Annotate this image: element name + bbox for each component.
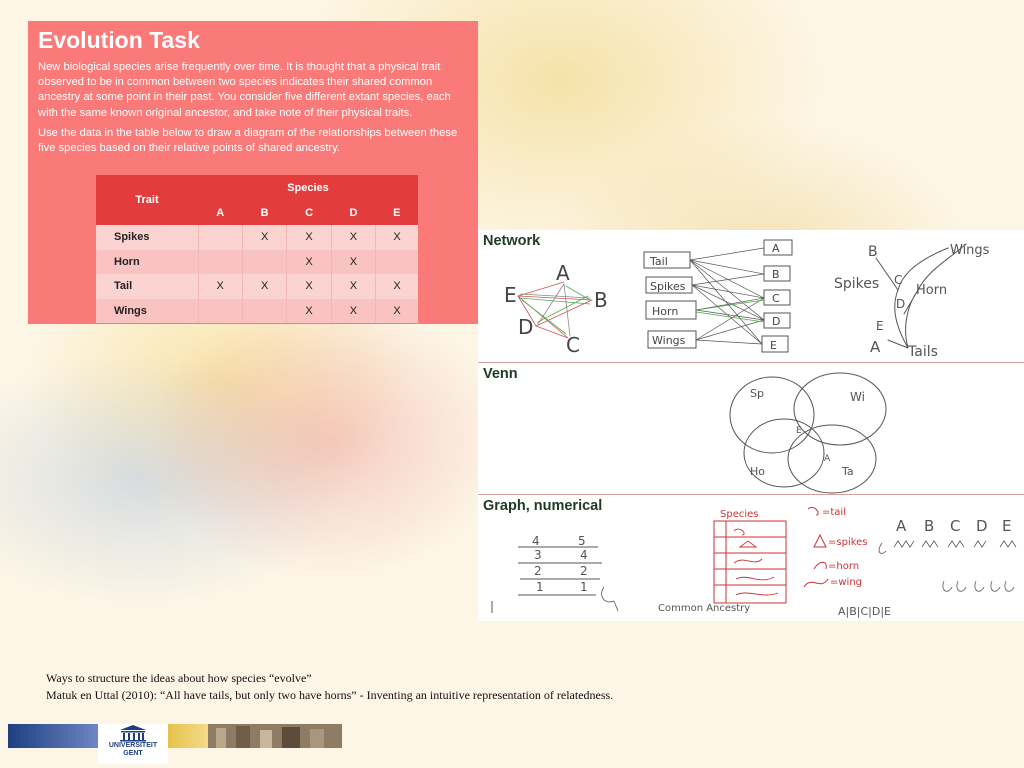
network-panel	[478, 230, 1024, 362]
tally-value: 3	[534, 548, 542, 562]
ugent-line-1: UNIVERSITEIT	[108, 742, 158, 749]
caption-line-2: Matuk en Uttal (2010): “All have tails, but only two have horns” - Inventing an intuitive representation of relatedness.	[46, 688, 614, 702]
symbol-legend	[804, 507, 868, 588]
trait-cell: Tail	[96, 274, 198, 299]
table-row	[96, 225, 418, 250]
species-col-b: B	[242, 201, 286, 225]
species-symbol-table	[714, 509, 786, 603]
trait-cell: Horn	[96, 250, 198, 275]
trait-header: Trait	[96, 175, 198, 225]
mark-cell: X	[287, 274, 331, 299]
mark-cell	[242, 250, 286, 275]
tally-value: 1	[536, 580, 544, 594]
slide-caption	[46, 670, 613, 704]
tree-label-horn: Horn	[916, 283, 948, 298]
mark-cell: X	[331, 225, 375, 250]
tally-sketch	[492, 534, 618, 613]
node-label-d: D	[518, 315, 534, 339]
evolution-task-panel	[28, 21, 478, 324]
letter-d: D	[976, 517, 988, 535]
graph-title: Graph, numerical	[483, 498, 603, 514]
tree-label-tails: Tails	[908, 344, 938, 360]
network-sketch-pentagon	[504, 261, 608, 357]
trait-box-wings: Wings	[652, 334, 686, 347]
letter-c: C	[950, 517, 961, 535]
mark-cell: X	[331, 250, 375, 275]
node-label-b: B	[594, 288, 608, 312]
legend-horn: =horn	[828, 561, 860, 572]
building-icon	[98, 724, 168, 742]
common-ancestry-label: Common Ancestry	[658, 603, 751, 614]
species-box-b: B	[772, 268, 780, 281]
trait-table	[96, 175, 418, 323]
legend-tail: =tail	[822, 507, 846, 518]
network-sketches	[478, 230, 1024, 362]
graph-panel	[478, 494, 1024, 621]
mark-cell: X	[376, 225, 418, 250]
species-table-title: Species	[720, 509, 759, 520]
mark-cell: X	[331, 274, 375, 299]
caption-line-1: Ways to structure the ideas about how species “evolve”	[46, 671, 312, 685]
mark-cell: X	[331, 299, 375, 324]
species-col-e: E	[376, 201, 418, 225]
species-box-a: A	[772, 242, 780, 255]
letters-sketch	[879, 517, 1016, 591]
tally-value: 2	[580, 564, 588, 578]
mark-cell	[198, 299, 242, 324]
letter-a: A	[896, 517, 907, 535]
task-paragraph-2: Use the data in the table below to draw a diagram of the relationships between these five species based on their relative points of shared ancestry.	[38, 126, 458, 155]
species-col-c: C	[287, 201, 331, 225]
mark-cell	[376, 250, 418, 275]
trait-box-spikes: Spikes	[650, 280, 686, 293]
letter-b: B	[924, 517, 935, 535]
venn-panel	[478, 362, 1024, 495]
legend-wing: =wing	[830, 577, 863, 588]
tree-label-c: C	[894, 273, 903, 287]
mark-cell	[198, 225, 242, 250]
photo-strip	[8, 724, 342, 748]
legend-spikes: =spikes	[828, 537, 868, 548]
ugent-wordmark	[98, 742, 168, 758]
venn-title: Venn	[483, 366, 518, 382]
tally-value: 4	[532, 534, 540, 548]
mark-cell: X	[287, 225, 331, 250]
tree-label-d: D	[896, 297, 906, 311]
venn-sketch	[478, 363, 1024, 495]
node-label-c: C	[566, 333, 580, 357]
network-title: Network	[483, 233, 541, 249]
table-row	[96, 274, 418, 299]
venn-label-wings: Wi	[850, 390, 865, 404]
mark-cell	[198, 250, 242, 275]
network-sketch-bipartite	[644, 240, 792, 352]
species-box-c: C	[772, 292, 780, 305]
tree-label-e: E	[876, 319, 884, 333]
mark-cell	[242, 299, 286, 324]
tally-value: 2	[534, 564, 542, 578]
species-col-a: A	[198, 201, 242, 225]
trait-cell: Spikes	[96, 225, 198, 250]
mark-cell: X	[242, 274, 286, 299]
species-box-e: E	[770, 339, 777, 352]
axis-letters: A|B|C|D|E	[838, 605, 891, 618]
tree-label-a: A	[870, 338, 881, 356]
mark-cell: X	[376, 299, 418, 324]
node-label-a: A	[556, 261, 570, 285]
venn-label-tail: Ta	[842, 465, 854, 478]
mark-cell: X	[198, 274, 242, 299]
letter-e: E	[1002, 517, 1012, 535]
species-header: Species	[198, 175, 418, 201]
node-label-e: E	[504, 283, 517, 307]
mark-cell: X	[287, 250, 331, 275]
ugent-line-2: GENT	[123, 750, 143, 757]
trait-box-tail: Tail	[650, 255, 668, 268]
tally-value: 1	[580, 580, 588, 594]
species-col-d: D	[331, 201, 375, 225]
table-row	[96, 299, 418, 324]
species-box-d: D	[772, 315, 781, 328]
venn-label-spikes: Sp	[750, 387, 764, 400]
trait-cell: Wings	[96, 299, 198, 324]
tree-label-spikes: Spikes	[834, 276, 880, 292]
table-row	[96, 250, 418, 275]
university-footer	[8, 724, 342, 764]
venn-label-horn: Ho	[750, 465, 766, 478]
venn-label-a: A	[824, 454, 831, 464]
venn-label-e: E	[796, 426, 802, 436]
mark-cell: X	[376, 274, 418, 299]
ugent-logo	[98, 724, 168, 764]
tree-label-b: B	[868, 244, 878, 260]
network-sketch-tree	[834, 243, 990, 360]
mark-cell: X	[242, 225, 286, 250]
task-title: Evolution Task	[38, 27, 200, 53]
tally-value: 4	[580, 548, 588, 562]
tree-label-wings: Wings	[950, 243, 990, 258]
task-paragraph-1: New biological species arise frequently over time. It is thought that a physical trait observed to be in common between two species indicates their shared common ancestry at some point in their past. You consider five different extant species, each with the same known original ancestor, and take note of their physical traits.	[38, 61, 451, 119]
mark-cell: X	[287, 299, 331, 324]
trait-box-horn: Horn	[652, 305, 679, 318]
tally-value: 5	[578, 534, 586, 548]
